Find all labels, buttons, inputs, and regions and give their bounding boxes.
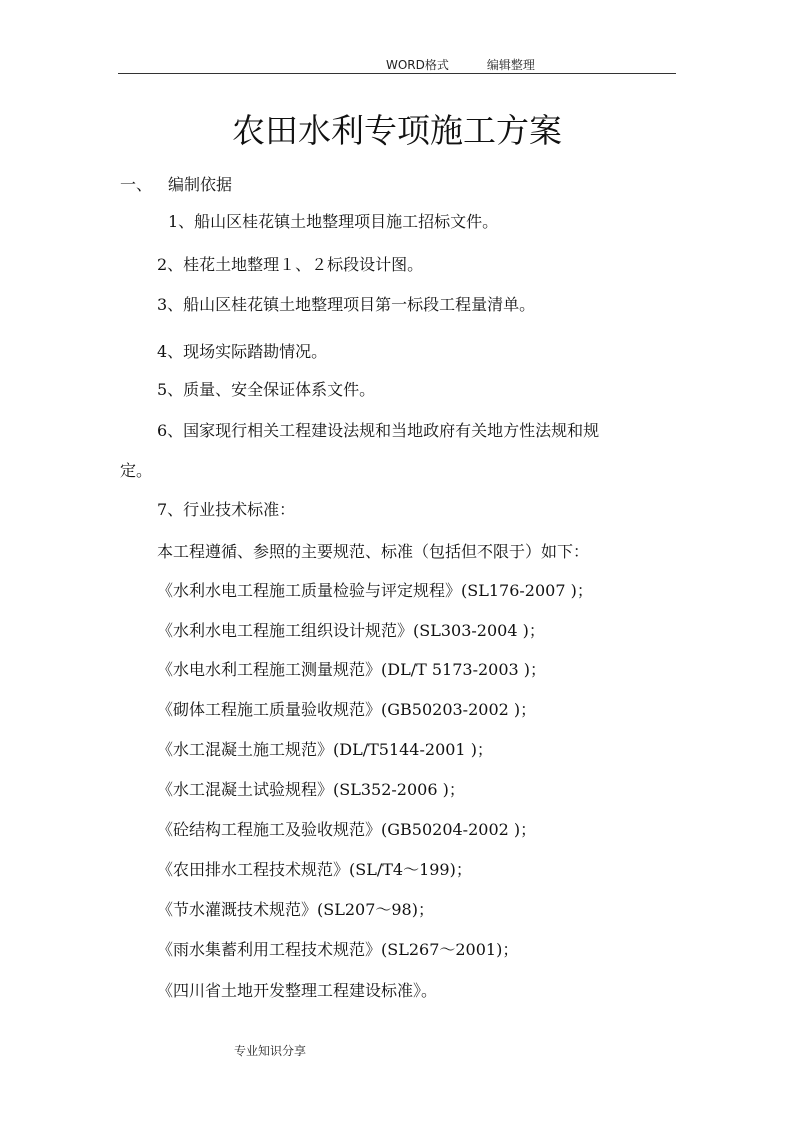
standard-item: 《砼结构工程施工及验收规范》(GB50204-2002 )； (157, 820, 537, 839)
standards-intro: 本工程遵循、参照的主要规范、标准（包括但不限于）如下： (157, 542, 590, 561)
header-edit-label: 编辑整理 (486, 58, 535, 72)
page-footer: 专业知识分享 (234, 1044, 307, 1058)
document-title: 农田水利专项施工方案 (232, 111, 562, 150)
basis-item-4: 4、现场实际踏勘情况。 (157, 342, 328, 361)
standard-item: 《水工混凝土施工规范》(DL/T5144-2001 )； (157, 740, 493, 759)
basis-item-6-continued: 定。 (120, 461, 153, 480)
standard-item: 《农田排水工程技术规范》(SL/T4～199)； (157, 860, 472, 879)
section-number: 一、 (120, 175, 153, 194)
standard-item: 《雨水集蓄利用工程技术规范》(SL267～2001)； (157, 940, 519, 959)
header-divider (118, 73, 676, 74)
section-heading: 编制依据 (168, 175, 233, 194)
page-header (386, 56, 535, 73)
standard-item: 《水工混凝土试验规程》(SL352-2006 )； (157, 780, 465, 799)
basis-item-1: 1、船山区桂花镇土地整理项目施工招标文件。 (168, 212, 499, 231)
basis-item-6: 6、国家现行相关工程建设法规和当地政府有关地方性法规和规 (157, 421, 600, 440)
standard-item: 《砌体工程施工质量验收规范》(GB50203-2002 )； (157, 700, 537, 719)
basis-item-3: 3、船山区桂花镇土地整理项目第一标段工程量清单。 (157, 295, 536, 314)
standard-item: 《四川省土地开发整理工程建设标准》。 (157, 981, 438, 1000)
basis-item-2: 2、桂花土地整理１、２标段设计图。 (157, 255, 424, 274)
basis-item-7: 7、行业技术标准： (157, 500, 296, 519)
standard-item: 《水利水电工程施工组织设计规范》(SL303-2004 )； (157, 621, 545, 640)
standard-item: 《水利水电工程施工质量检验与评定规程》(SL176-2007 )； (157, 581, 593, 600)
header-format-label: WORD格式 (386, 58, 449, 72)
standard-item: 《节水灌溉技术规范》(SL207～98)； (157, 900, 434, 919)
basis-item-5: 5、质量、安全保证体系文件。 (157, 380, 376, 399)
standard-item: 《水电水利工程施工测量规范》(DL/T 5173-2003 )； (157, 660, 547, 679)
